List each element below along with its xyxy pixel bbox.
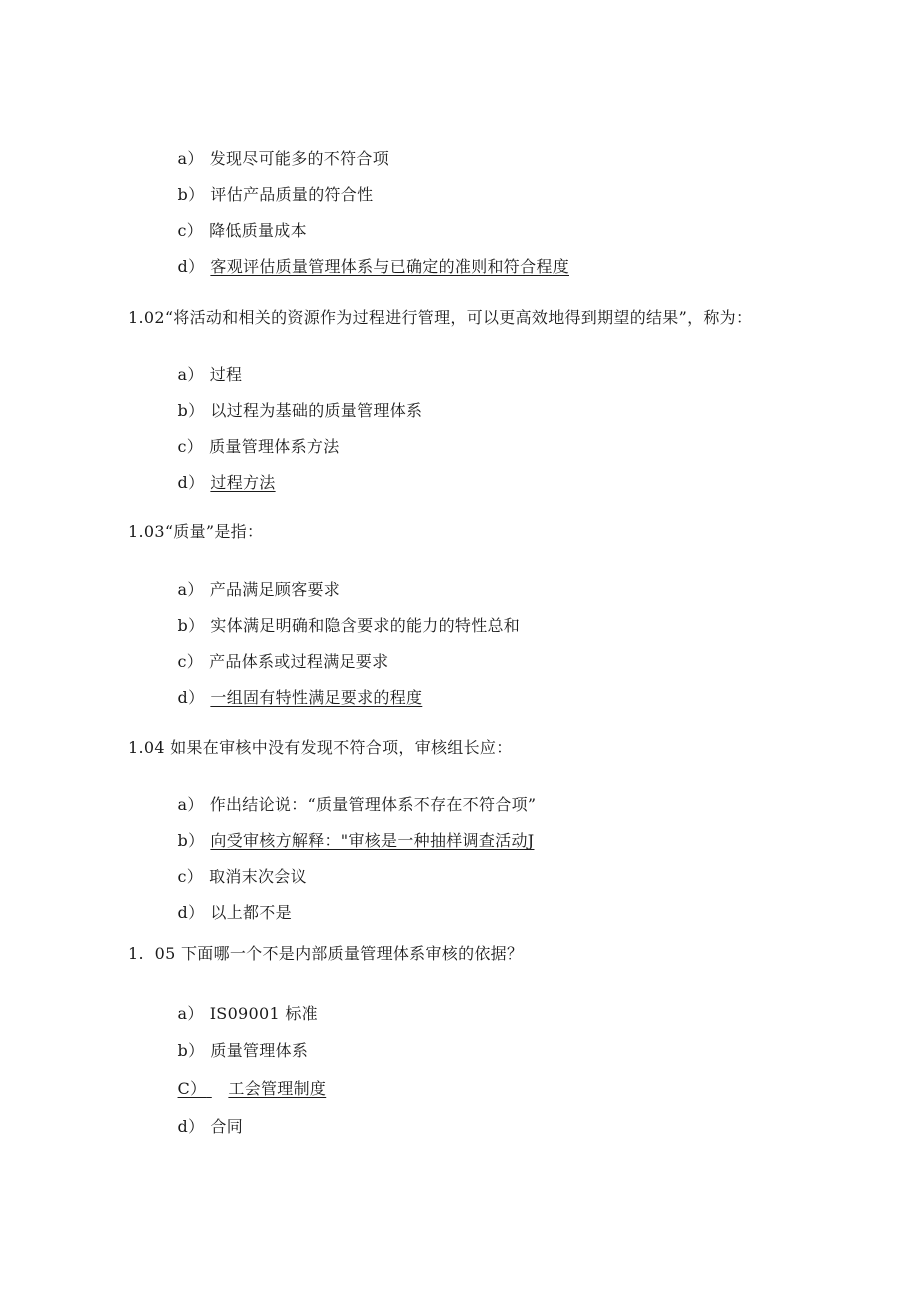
option-label: d） [177, 257, 205, 276]
option-text: 实体满足明确和隐含要求的能力的特性总和 [210, 616, 521, 635]
q4-stem: 1.04 如果在审核中没有发现不符合项，审核组长应： [128, 738, 513, 757]
option-label: d） [177, 473, 205, 492]
option-label: c） [177, 221, 204, 240]
option-text-answer: 工会管理制度 [228, 1079, 327, 1098]
option-text: 以上都不是 [210, 903, 292, 922]
option-label: c） [177, 437, 204, 456]
q3-stem: 1.03“质量”是指： [128, 522, 264, 541]
option-label: a） [177, 149, 204, 168]
option-label: b） [177, 831, 205, 850]
option-text: 评估产品质量的符合性 [210, 185, 374, 204]
option-text: 以过程为基础的质量管理体系 [210, 401, 423, 420]
option-text-answer: 向受审核方解释："审核是一种抽样调查活动J [210, 831, 535, 850]
option-label: b） [177, 401, 205, 420]
option-text-answer: 客观评估质量管理体系与已确定的准则和符合程度 [210, 257, 569, 276]
option-label: c） [177, 867, 204, 886]
option-text-answer: 过程方法 [210, 473, 276, 492]
option-text: 取消末次会议 [209, 867, 307, 886]
option-label: a） [177, 795, 204, 814]
option-label: c） [177, 652, 204, 671]
option-text: 产品体系或过程满足要求 [209, 652, 389, 671]
option-label: a） [177, 580, 204, 599]
q4-option-d [156, 880, 292, 946]
option-text: 质量管理体系方法 [209, 437, 340, 456]
option-label: a） [177, 365, 204, 384]
option-text: 合同 [210, 1117, 243, 1136]
option-text: 产品满足顾客要求 [209, 580, 341, 599]
q3-option-d [156, 665, 422, 731]
option-text: 过程 [209, 365, 243, 384]
option-label: b） [177, 185, 205, 204]
option-text: 发现尽可能多的不符合项 [209, 149, 389, 168]
option-label: d） [177, 1117, 205, 1136]
q2-stem: 1.02“将活动和相关的资源作为过程进行管理，可以更高效地得到期望的结果”，称为： [128, 308, 753, 327]
q5-stem: 1. 05 下面哪一个不是内部质量管理体系审核的依据？ [128, 944, 524, 963]
option-text: IS09001 标准 [209, 1004, 318, 1023]
q1-option-d [156, 234, 569, 300]
option-text: 作出结论说：“质量管理体系不存在不符合项” [209, 795, 537, 814]
option-label: a） [177, 1004, 204, 1023]
option-text: 质量管理体系 [210, 1041, 309, 1060]
q2-option-d [156, 450, 276, 516]
option-label-answer: C） [177, 1079, 207, 1098]
option-label: d） [177, 688, 205, 707]
option-text: 降低质量成本 [209, 221, 307, 240]
option-label: b） [177, 1041, 205, 1060]
option-text-answer: 一组固有特性满足要求的程度 [210, 688, 423, 707]
option-label: d） [177, 903, 205, 922]
q5-option-d [156, 1094, 243, 1160]
option-label: b） [177, 616, 205, 635]
